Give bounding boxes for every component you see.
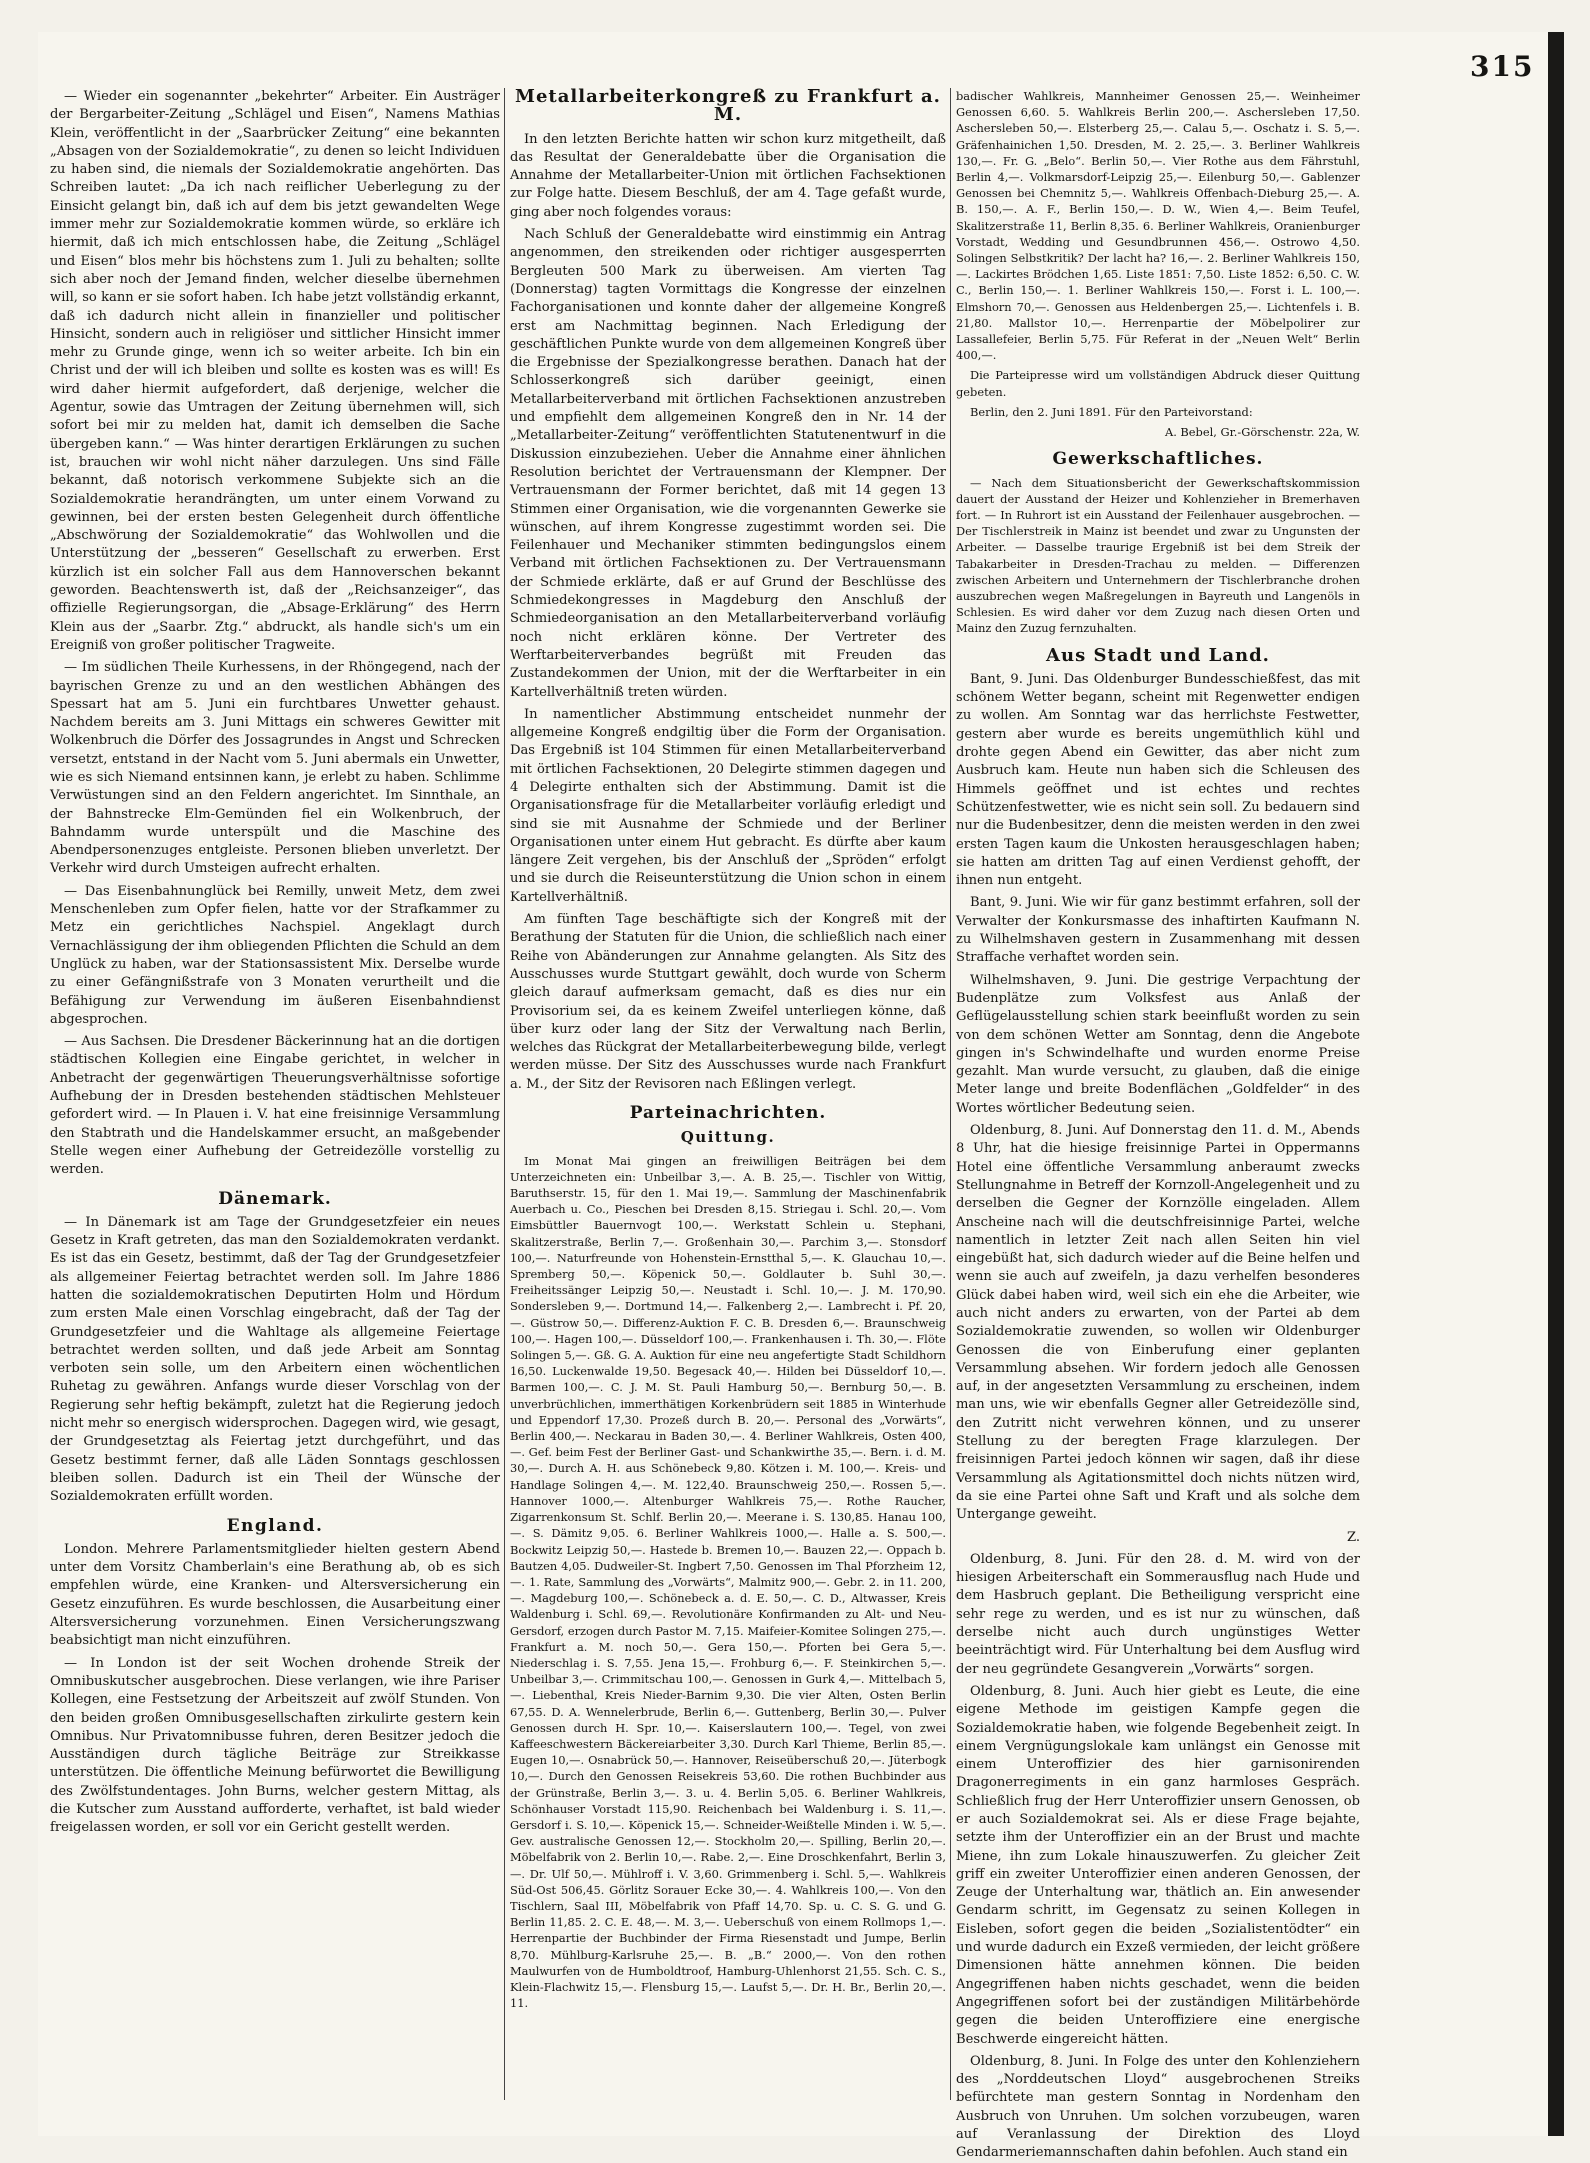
article-oldenburg-4: Oldenburg, 8. Juni. In Folge des unter den Kohlenziehern des „Norddeutschen Lloyd“ ausgebrochenen Streiks befürchtete man gestern Sonntag in Nordenham den Ausbruch von Unruhen. Um solchen vorzubeugen, waren auf Veranlassung der Direktion des Lloyd Gendarmeriemannschaften dahin befohlen. Auch stand ein xyxy=(956,2053,1360,2161)
heading-aus-stadt-und-land: Aus Stadt und Land. xyxy=(1046,644,1270,666)
article-oldenburg-3: Oldenburg, 8. Juni. Auch hier giebt es Leute, die eine eigene Methode im geistigen Kampfe gegen die Sozialdemokratie haben, wie folgende Begebenheit zeigt. In einem Vergnügungslokale kam unlängst ein Genosse mit einem Unteroffizier des hier garnisonirenden Dragonerregiments in ein ganz harmloses Gespräch. Schließlich frug der Herr Unteroffizier unsern Genossen, ob er auch Sozialdemokrat sei. Als er diese Frage bejahte, setzte ihm der Unteroffizier ein an der Brust und machte Miene, ihn zum Lokale hinauszuwerfen. Zu gleicher Zeit griff ein zweiter Unteroffizier einen anderen Genossen, der Zeuge der Unterhaltung war, thätlich an. Ein anwesender Gendarm schritt, im Gegensatz zu seinen Kollegen in Eisleben, sofort gegen die beiden „Sozialistentödter“ ein und wurde dadurch ein Exzeß vermieden, der leicht größere Dimensionen hätte annehmen können. Die beiden Angegriffenen haben nichts geschadet, wenn die beiden Angegriffenen sofort bei der zuständigen Militärbehörde gegen die beiden Unteroffiziere eine energische Beschwerde eingereicht hätten. xyxy=(956,1683,1360,2047)
heading-england: England. xyxy=(226,1515,324,1536)
heading-quittung: Quittung. xyxy=(680,1128,776,1147)
article-wilhelmshaven: Wilhelmshaven, 9. Juni. Die gestrige Verpachtung der Budenplätze zum Volksfest aus Anlaß der Geflügelausstellung schien stark beeinflußt worden zu sein von dem schönen Wetter am Sonntag, denn die Angebote gingen in's Schwindelhafte und wurden enorme Preise gezahlt. Man wurde versucht, zu glauben, daß die einige Meter lange und breite Bodenflächen „Goldfelder“ in des Wortes wörtlicher Bedeutung seien. xyxy=(956,972,1360,1116)
article-sachsen: — Aus Sachsen. Die Dresdener Bäckerinnung hat an die dortigen städtischen Kollegien eine Eingabe gerichtet, in welcher in Anbetracht der gegenwärtigen Theuerungsverhältnisse sofortige Aufhebung der in Dresden bestehenden städtischen Mehlsteuer gefordert wird. — In Plauen i. V. hat eine freisinnige Versammlung den Stabtrath und die Handelskammer ersucht, an maßgebender Stelle wegen einer Aufhebung der Getreidezölle vorstellig zu werden. xyxy=(50,1034,500,1178)
book-edge xyxy=(1548,32,1564,2136)
column-rule xyxy=(504,88,505,2100)
heading-parteinachrichten: Parteinachrichten. xyxy=(629,1103,827,1124)
article-kongress-p4: Am fünften Tage beschäftigte sich der Kongreß mit der Berathung der Statuten für die Union, die schließlich nach einer Reihe von Abänderungen zur Annahme gelangten. Als Sitz des Ausschusses wurde Stuttgart gewählt, doch wurde von Scherm gleich darauf aufmerksam gemacht, daß es dies nur ein Provisorium sei, da es keinem Zweifel unterliegen könne, daß über kurz oder lang der Sitz der Verwaltung nach Berlin, welches das Rückgrat der Metallarbeiterbewegung bilde, verlegt werden müsse. Der Sitz des Ausschusses wurde nach Frankfurt a. M., der Sitz der Revisoren nach Eßlingen verlegt. xyxy=(510,912,946,1092)
article-bant-1: Bant, 9. Juni. Das Oldenburger Bundesschießfest, das mit schönem Wetter begann, scheint mit Regenwetter endigen zu wollen. Am Sonntag war das herrlichste Festwetter, gestern aber wurde es bereits ungemüthlich kühl und drohte gegen Abend ein Gewitter, das aber nicht zum Ausbruch kam. Heute nun haben sich die Schleusen des Himmels geöffnet und ist echtes und rechtes Schützenfestwetter, wie es nicht sein soll. Zu bedauern sind nur die Budenbesitzer, denn die meisten werden in den zwei ersten Tagen kaum die Unkosten herausgeschlagen haben; sie hatten am dritten Tag auf einen Verdienst gehofft, der ihnen nun entgeht. xyxy=(956,671,1360,889)
article-daenemark: — In Dänemark ist am Tage der Grundgesetzfeier ein neues Gesetz in Kraft getreten, das man den Sozialdemokraten verdankt. Es ist das ein Gesetz, bestimmt, daß der Tag der Grundgesetzfeier als allgemeiner Feiertag betrachtet werden soll. Im Jahre 1886 hatten die sozialdemokratischen Deputirten Holm und Hördum zum ersten Male einen Vorschlag eingebracht, daß der Tag der Grundgesetzfeier und die Wahltage als allgemeine Feiertage betrachtet werden sollten, und daß jede Arbeit am Sonntag verboten sein solle, um den Arbeitern einen wöchentlichen Ruhetag zu gewähren. Anfangs wurde dieser Vorschlag von der Regierung sehr heftig bekämpft, zuletzt hat die Regierung jedoch nicht mehr so energisch widersprochen. Dagegen wird, wie gesagt, der Grundgesetztag als Feiertag jetzt durchgeführt, und das Gesetz bestimmt ferner, daß alle Läden Sonntags geschlossen bleiben sollen. Dadurch ist ein Theil der Wünsche der Sozialdemokraten erfüllt worden. xyxy=(50,1214,500,1505)
article-oldenburg-1-signature: Z. xyxy=(1346,1529,1360,1545)
article-london-versicherung: London. Mehrere Parlamentsmitglieder hielten gestern Abend unter dem Vorsitz Chamberlain's eine Berathung ab, ob es sich empfehlen würde, eine Kranken- und Altersversicherung ein Gesetz einzuführen. Es wurde beschlossen, die Ausarbeitung einer Altersversicherung vorzunehmen. Einen Versicherungszwang beabsichtigt man nicht einzuführen. xyxy=(50,1541,500,1649)
article-oldenburg-2: Oldenburg, 8. Juni. Für den 28. d. M. wird von der hiesigen Arbeiterschaft ein Sommerausflug nach Hude und dem Hasbruch geplant. Die Betheiligung verspricht eine sehr rege zu werden, und es ist nur zu wünschen, daß derselbe nicht auch durch ungünstiges Wetter beeinträchtigt wird. Für Unterhaltung bei dem Ausflug wird der neu gegründete Gesangverein „Vorwärts“ sorgen. xyxy=(956,1551,1360,1677)
heading-daenemark: Dänemark. xyxy=(218,1188,332,1209)
article-eisenbahnunglueck: — Das Eisenbahnunglück bei Remilly, unweit Metz, dem zwei Menschenleben zum Opfer fielen, hatte vor der Strafkammer zu Metz ein gerichtliches Nachspiel. Angeklagt durch Vernachlässigung der ihm obliegenden Pflichten die Schuld an dem Unglück zu haben, war der Stationsassistent Mix. Derselbe wurde zu einer Gefängnißstrafe von 3 Monaten verurtheilt und die Befähigung zur Verwendung im äußeren Eisenbahndienst abgesprochen. xyxy=(50,883,500,1027)
column-left xyxy=(50,88,500,2108)
article-gewerkschaftliches: — Nach dem Situationsbericht der Gewerkschaftskommission dauert der Ausstand der Heizer und Kohlenzieher in Bremerhaven fort. — In Ruhrort ist ein Ausstand der Feilenhauer ausgebrochen. — Der Tischlerstreik in Mainz ist beendet und zwar zu Ungunsten der Arbeiter. — Dasselbe traurige Ergebniß ist bei dem Streik der Tabakarbeiter in Dresden-Trachau zu melden. — Differenzen zwischen Arbeitern und Unternehmern der Tischlerbranche drohen auszubrechen wegen Maßregelungen in Bayreuth und Langenöls in Schlesien. Es wird daher vor dem Zuzug nach diesen Orten und Mainz den Zuzug fernzuhalten. xyxy=(956,475,1360,636)
column-rule xyxy=(950,88,951,2100)
quittung-list: Im Monat Mai gingen an freiwilligen Beiträgen bei dem Unterzeichneten ein: Unbeilbar 3,—. A. B. 25,—. Tischler von Wittig, Baruthserstr. 15, für den 1. Mai 19,—. Sammlung der Maschinenfabrik Auerbach u. Co., Pieschen bei Dresden 8,15. Striegau i. Schl. 20,—. Vom Eimsbüttler Bauernvogt 100,—. Werkstatt Schlein u. Stephani, Skalitzerstraße, Berlin 7,—. Großenhain 30,—. Parchim 3,—. Stonsdorf 100,—. Naturfreunde von Hohenstein-Ernstthal 5,—. K. Glauchau 10,—. Spremberg 50,—. Köpenick 50,—. Goldlauter b. Suhl 30,—. Freiheitssänger Leipzig 50,—. Neustadt i. Schl. 10,—. J. M. 170,90. Sondersleben 9,—. Dortmund 14,—. Falkenberg 2,—. Lambrecht i. Pf. 20,—. Güstrow 50,—. Differenz-Auktion F. C. B. Dresden 6,—. Braunschweig 100,—. Hagen 100,—. Düsseldorf 100,—. Frankenhausen i. Th. 30,—. Flöte Solingen 5,—. Gß. G. A. Auktion für eine neu angefertigte Stadt Schildhorn 16,50. Luckenwalde 19,50. Begesack 40,—. Hilden bei Düsseldorf 10,—. Barmen 100,—. C. J. M. St. Pauli Hamburg 50,—. Bernburg 50,—. B. unverbrüchlichen, immerthätigen Korkenbrüdern seit 1885 in Winterhude und Eppendorf 17,30. Prozeß durch B. 20,—. Personal des „Vorwärts“, Berlin 400,—. Neckarau in Baden 30,—. 4. Berliner Wahlkreis, Osten 400,—. Gef. beim Fest der Berliner Gast- und Schankwirthe 35,—. Bern. i. d. M. 30,—. Durch A. H. aus Schönebeck 9,80. Kötzen i. M. 100,—. Kreis- und Handlage Solingen 4,—. M. 122,40. Braunschweig 250,—. Rossen 5,—. Hannover 1000,—. Altenburger Wahlkreis 75,—. Rothe Raucher, Zigarrenkonsum St. Schlf. Berlin 20,—. Meerane i. S. 130,85. Hanau 100,—. S. Dämitz 9,05. 6. Berliner Wahlkreis 1000,—. Halle a. S. 500,—. Bockwitz Leipzig 50,—. Hastede b. Bremen 10,—. Bauzen 22,—. Oppach b. Bautzen 4,05. Dudweiler-St. Ingbert 7,50. Genossen im Thal Pforzheim 12,—. 1. Rate, Sammlung des „Vorwärts“, Malmitz 900,—. Gebr. 2. in 11. 200,—. Magdeburg 100,—. Schönebeck a. d. E. 50,—. C. D., Altwasser, Kreis Waldenburg i. Schl. 69,—. Revolutionäre Konfirmanden zu Alt- und Neu-Gersdorf, erzogen durch Pastor M. 7,15. Maifeier-Komitee Solingen 275,—. Frankfurt a. M. noch 50,—. Gera 150,—. Pforten bei Gera 5,—. Niederschlag i. S. 7,55. Jena 15,—. Frohburg 6,—. F. Steinkirchen 5,—. Unbeilbar 3,—. Crimmitschau 100,—. Genossen in Gurk 4,—. Mittelbach 5,—. Liebenthal, Kreis Nieder-Barnim 9,30. Die vier Alten, Osten Berlin 67,55. D. A. Wennelerbrude, Berlin 6,—. Guttenberg, Berlin 30,—. Pulver Genossen durch H. Spr. 10,—. Kaiserslautern 100,—. Tegel, von zwei Kaffeeschwestern Bäckereiarbeiter 3,30. Durch Karl Thieme, Berlin 85,—. Eugen 10,—. Osnabrück 50,—. Hannover, Reiseüberschuß 20,—. Jüterbogk 10,—. Durch den Genossen Reisekreis 53,60. Die rothen Buchbinder aus der Grünstraße, Berlin 3,—. 3. u. 4. Berlin 5,05. 6. Berliner Wahlkreis, Schönhauser Vorstadt 115,90. Reichenbach bei Waldenburg i. S. 11,—. Gersdorf i. S. 10,—. Köpenick 15,—. Schneider-Weißtelle Minden i. W. 5,—. Gev. australische Genossen 12,—. Stockholm 20,—. Spilling, Berlin 20,—. Möbelfabrik von 2. Berlin 10,—. Rabe. 2,—. Eine Droschkenfahrt, Berlin 3,—. Dr. Ulf 50,—. Mühlroff i. V. 3,60. Grimmenberg i. Schl. 5,—. Wahlkreis Süd-Ost 506,45. Görlitz Sorauer Ecke 30,—. 4. Wahlkreis 100,—. Von den Tischlern, Saal III, Möbelfabrik von Pfaff 14,70. Sp. u. C. S. G. und G. Berlin 11,85. 2. C. E. 48,—. M. 3,—. Ueberschuß von einem Rollmops 1,—. Herrenpartie der Buchbinder der Firma Riesenstadt und Jumpe, Berlin 8,70. Mühlburg-Karlsruhe 25,—. B. „B.“ 2000,—. Von den rothen Maulwurfen von de Humboldtroof, Hamburg-Uhlenhorst 21,55. Sch. C. S., Klein-Flachwitz 15,—. Flensburg 15,—. Laufst 5,—. Dr. H. Br., Berlin 20,—. 11. xyxy=(510,1153,946,2011)
article-london-streik: — In London ist der seit Wochen drohende Streik der Omnibuskutscher ausgebrochen. Diese verlangen, wie ihre Pariser Kollegen, eine Festsetzung der Arbeitszeit auf zwölf Stunden. Von den beiden großen Omnibusgesellschaften zirkulirte gestern kein Omnibus. Nur Privatomnibusse fuhren, deren Besitzer jedoch die Ausständigen durch tägliche Beiträge zur Streikkasse unterstützen. Die öffentliche Meinung befürwortet die Bewilligung des Zwölfstundentages. John Burns, welcher gestern Mittag, als die Kutscher zum Ausstand aufforderte, verhaftet, ist bald wieder freigelassen worden, er soll vor ein Gericht gestellt werden. xyxy=(50,1655,500,1836)
article-unwetter-kurhessen: — Im südlichen Theile Kurhessens, in der Rhöngegend, nach der bayrischen Grenze zu und an den westlichen Abhängen des Spessart hat am 5. Juni ein furchtbares Unwetter gehaust. Nachdem bereits am 3. Juni Mittags ein schweres Gewitter mit Wolkenbruch die Dörfer des Jossagrundes in Angst und Schrecken versetzt, entstand in der Nacht vom 5. Juni abermals ein Unwetter, wie es sich Niemand entsinnen kann, je erlebt zu haben. Schlimme Verwüstungen sind an den Feldern angerichtet. Im Sinnthale, an der Bahnstrecke Elm-Gemünden fiel ein Wolkenbruch, der Bahndamm wurde unterspült und die Maschine des Abendpersonenzuges entgleiste. Personen blieben unverletzt. Der Verkehr wird durch Umsteigen aufrecht erhalten. xyxy=(50,660,500,877)
article-kongress-p3: In namentlicher Abstimmung entscheidet nunmehr der allgemeine Kongreß endgiltig über die Form der Organisation. Das Ergebniß ist 104 Stimmen für einen Metallarbeiterverband mit örtlichen Fachsektionen, 20 Delegirte stimmen dagegen und 4 Delegirte enthalten sich der Abstimmung. Damit ist die Organisationsfrage für die Metallarbeiter vorläufig erledigt und sind sie mit Ausnahme der Schmiede und der Berliner Organisationen unter einem Hut gebracht. Es dürfte aber kaum längere Zeit vergehen, bis der Anschluß der „Spröden“ erfolgt und sie durch die Reiseunterstützung die Union schon in einem Kartellverhältniß. xyxy=(510,706,946,905)
quittung-note: Die Parteipresse wird um vollständigen Abdruck dieser Quittung gebeten. xyxy=(956,368,1360,399)
column-middle xyxy=(510,88,946,2108)
page-number: 315 xyxy=(1470,50,1535,83)
heading-gewerkschaftliches: Gewerkschaftliches. xyxy=(1052,449,1264,470)
heading-metallarbeiterkongress: Metallarbeiterkongreß zu Frankfurt a. M. xyxy=(515,86,941,126)
article-kongress-p2: Nach Schluß der Generaldebatte wird einstimmig ein Antrag angenommen, den streikenden oder richtiger ausgesperrten Bergleuten 500 Mark zu überweisen. Am vierten Tag (Donnerstag) tagten Vormittags die Kongresse der einzelnen Fachorganisationen und konnte daher der allgemeine Kongreß erst am Nachmittag beginnen. Nach Erledigung der geschäftlichen Punkte wurde von dem allgemeinen Kongreß über die Ergebnisse der Spezialkongresse berathen. Danach hat der Schlosserkongreß sich darüber geeinigt, einen Metallarbeiterverband mit örtlichen Fachsektionen anzustreben und empfiehlt dem allgemeinen Kongreß den in Nr. 14 der „Metallarbeiter-Zeitung“ veröffentlichten Statutenentwurf in die Diskussion einzubeziehen. Ueber die Annahme einer ähnlichen Resolution berichtet der Vertrauensmann der Klempner. Der Vertrauensmann der Former berichtet, daß mit 14 gegen 13 Stimmen einer Organisation, wie die vorgenannten Gewerke sie wünschen, auf ihrem Kongresse zugestimmt worden sei. Die Feilenhauer und Mechaniker stimmten bedingungslos einem Verband mit örtlichen Fachsektionen zu. Der Vertrauensmann der Schmiede erklärte, daß er auf Grund der Beschlüsse des Schmiedekongresses in Magdeburg den Anschluß der Schmiedeorganisation an den Metallarbeiterverband vorläufig noch nicht erklären könne. Der Vertreter des Werftarbeiterverbandes begrüßt mit Freuden das Zustandekommen der Union, mit der die Werftarbeiter in ein Kartellverhältniß treten würden. xyxy=(510,227,946,700)
quittung-list-continued: badischer Wahlkreis, Mannheimer Genossen 25,—. Weinheimer Genossen 6,60. 5. Wahlkreis Berlin 200,—. Aschersleben 17,50. Aschersleben 50,—. Elsterberg 25,—. Calau 5,—. Oschatz i. S. 5,—. Gräfenhainichen 1,50. Dresden, M. 2. 25,—. 3. Berliner Wahlkreis 130,—. Fr. G. „Belo“. Berlin 50,—. Vier Rothe aus dem Fährstuhl, Berlin 4,—. Volkmarsdorf-Leipzig 25,—. Eilenburg 50,—. Gablenzer Genossen bei Chemnitz 5,—. Wahlkreis Offenbach-Dieburg 25,—. A. B. 150,—. A. F., Berlin 150,—. D. W., Wien 4,—. Beim Teufel, Skalitzerstraße 11, Berlin 8,35. 6. Berliner Wahlkreis, Oranienburger Vorstadt, Wedding und Gesundbrunnen 456,—. Ostrowo 4,50. Solingen Selbstkritik? Der lacht ha? 16,—. 2. Berliner Wahlkreis 150,—. Lackirtes Brödchen 1,65. Liste 1851: 7,50. Liste 1852: 6,50. C. W. C., Berlin 150,—. 1. Berliner Wahlkreis 150,—. Forst i. L. 100,—. Elmshorn 70,—. Genossen aus Heldenbergen 25,—. Lichtenfels i. B. 21,80. Mallstor 10,—. Herrenpartie der Möbelpolirer zur Lassallefeier, Berlin 5,75. Für Referat in der „Neuen Welt“ Berlin 400,—. xyxy=(956,89,1360,363)
article-bant-2: Bant, 9. Juni. Wie wir für ganz bestimmt erfahren, soll der Verwalter der Konkursmasse des inhaftirten Kaufmann N. zu Wilhelmshaven gestern in Zusammenhang mit dessen Straffache verhaftet worden sein. xyxy=(956,895,1360,966)
article-kongress-p1: In den letzten Berichte hatten wir schon kurz mitgetheilt, daß das Resultat der Generaldebatte über die Organisation die Annahme der Metallarbeiter-Union mit örtlichen Fachsektionen zur Folge hatte. Diesem Beschluß, der am 4. Tage gefaßt wurde, ging aber noch folgendes voraus: xyxy=(510,131,946,220)
quittung-signature: A. Bebel, Gr.-Görschenstr. 22a, W. xyxy=(1164,425,1360,440)
quittung-date: Berlin, den 2. Juni 1891. Für den Parteivorstand: xyxy=(970,404,1253,419)
article-bekehrter-arbeiter: — Wieder ein sogenannter „bekehrter“ Arbeiter. Ein Austräger der Bergarbeiter-Zeitung „Schlägel und Eisen“, Namens Mathias Klein, veröffentlicht in der „Saarbrücker Zeitung“ eine bekannten „Absagen von der Sozialdemokratie“, zu denen so leicht Individuen zu haben sind, die niemals der Sozialdemokratie angehörten. Das Schreiben lautet: „Da ich nach reiflicher Ueberlegung zu der Einsicht gelangt bin, daß ich auf dem bis jetzt gewandelten Wege immer mehr zur Sozialdemokratie kommen würde, so erkläre ich hiermit, daß ich mich entschlossen habe, die Zeitung „Schlägel und Eisen“ blos mehr bis höchstens zum 1. Juli zu behalten; sollte sich aber noch der Jemand finden, welcher dieselbe übernehmen will, so kann er sie sofort haben. Ich habe jetzt vollständig erkannt, daß ich dadurch nicht allein in finanzieller und politischer Hinsicht, sondern auch in religiöser und sittlicher Hinsicht immer mehr zu Grunde ginge, wenn ich so weiter arbeite. Ich bin ein Christ und der will ich bleiben und sollte es kosten was es will! Es wird daher hiermit aufgefordert, daß derjenige, welcher die Agentur, sowie das Umtragen der Zeitung übernehmen will, sich sofort bei mir zu melden hat, damit ich demselben die Sache übergeben kann.“ — Was hinter derartigen Erklärungen zu suchen ist, brauchen wir wohl nicht näher darzulegen. Uns sind Fälle bekannt, daß notorisch verkommene Subjekte sich an die Sozialdemokratie herandrängten, um unter einem Vorwand zu gewinnen, bei der ersten besten Gelegenheit durch öffentliche „Abschwörung der Sozialdemokratie“ das Wohlwollen und die Unterstützung der „besseren“ Gesellschaft zu erwerben. Erst kürzlich ist ein solcher Fall aus dem Hannoverschen bekannt geworden. Beachtenswerth ist, daß der „Reichsanzeiger“, das offizielle Regierungsorgan, die „Absage-Erklärung“ des Herrn Klein aus der „Saarbr. Ztg.“ abdruckt, als handle sich's um ein Ereigniß von großer politischer Tragweite. xyxy=(50,89,500,653)
article-oldenburg-1: Oldenburg, 8. Juni. Auf Donnerstag den 11. d. M., Abends 8 Uhr, hat die hiesige freisinnige Partei in Oppermanns Hotel eine öffentliche Versammlung anberaumt zwecks Stellungnahme in Betreff der Kornzoll-Angelegenheit und zu derselben die Gegner der Kornzölle eingeladen. Allem Anscheine nach will die deutschfreisinnige Partei, welche namentlich in letzter Zeit nach allen Seiten hin viel eingebüßt hat, sich dadurch wieder auf die Beine helfen und wenn sie auch auf zweifeln, ja dazu verhelfen besonderes Glück dabei haben wird, weil sich ein ehe die Arbeiter, wie auch nicht anders zu erwarten, von der Partei ab dem Sozialdemokratie zuwenden, so wollen wir Oldenburger Genossen die von Einberufung einer geplanten Versammlung absehen. Wir fordern jedoch alle Genossen auf, in der angesetzten Versammlung zu erscheinen, indem man uns, wie wir ebenfalls Gegner aller Getreidezölle sind, den Zutritt nicht verwehren können, und zu unserer Stellung zu der beregten Frage klarzulegen. Der freisinnigen Partei jedoch können wir sagen, daß ihr diese Versammlung als Agitationsmittel doch nichts nützen wird, da sie eine Partei ohne Saft und Kraft und als solche dem Untergange geweiht. xyxy=(956,1123,1360,1523)
column-right xyxy=(956,88,1360,2161)
